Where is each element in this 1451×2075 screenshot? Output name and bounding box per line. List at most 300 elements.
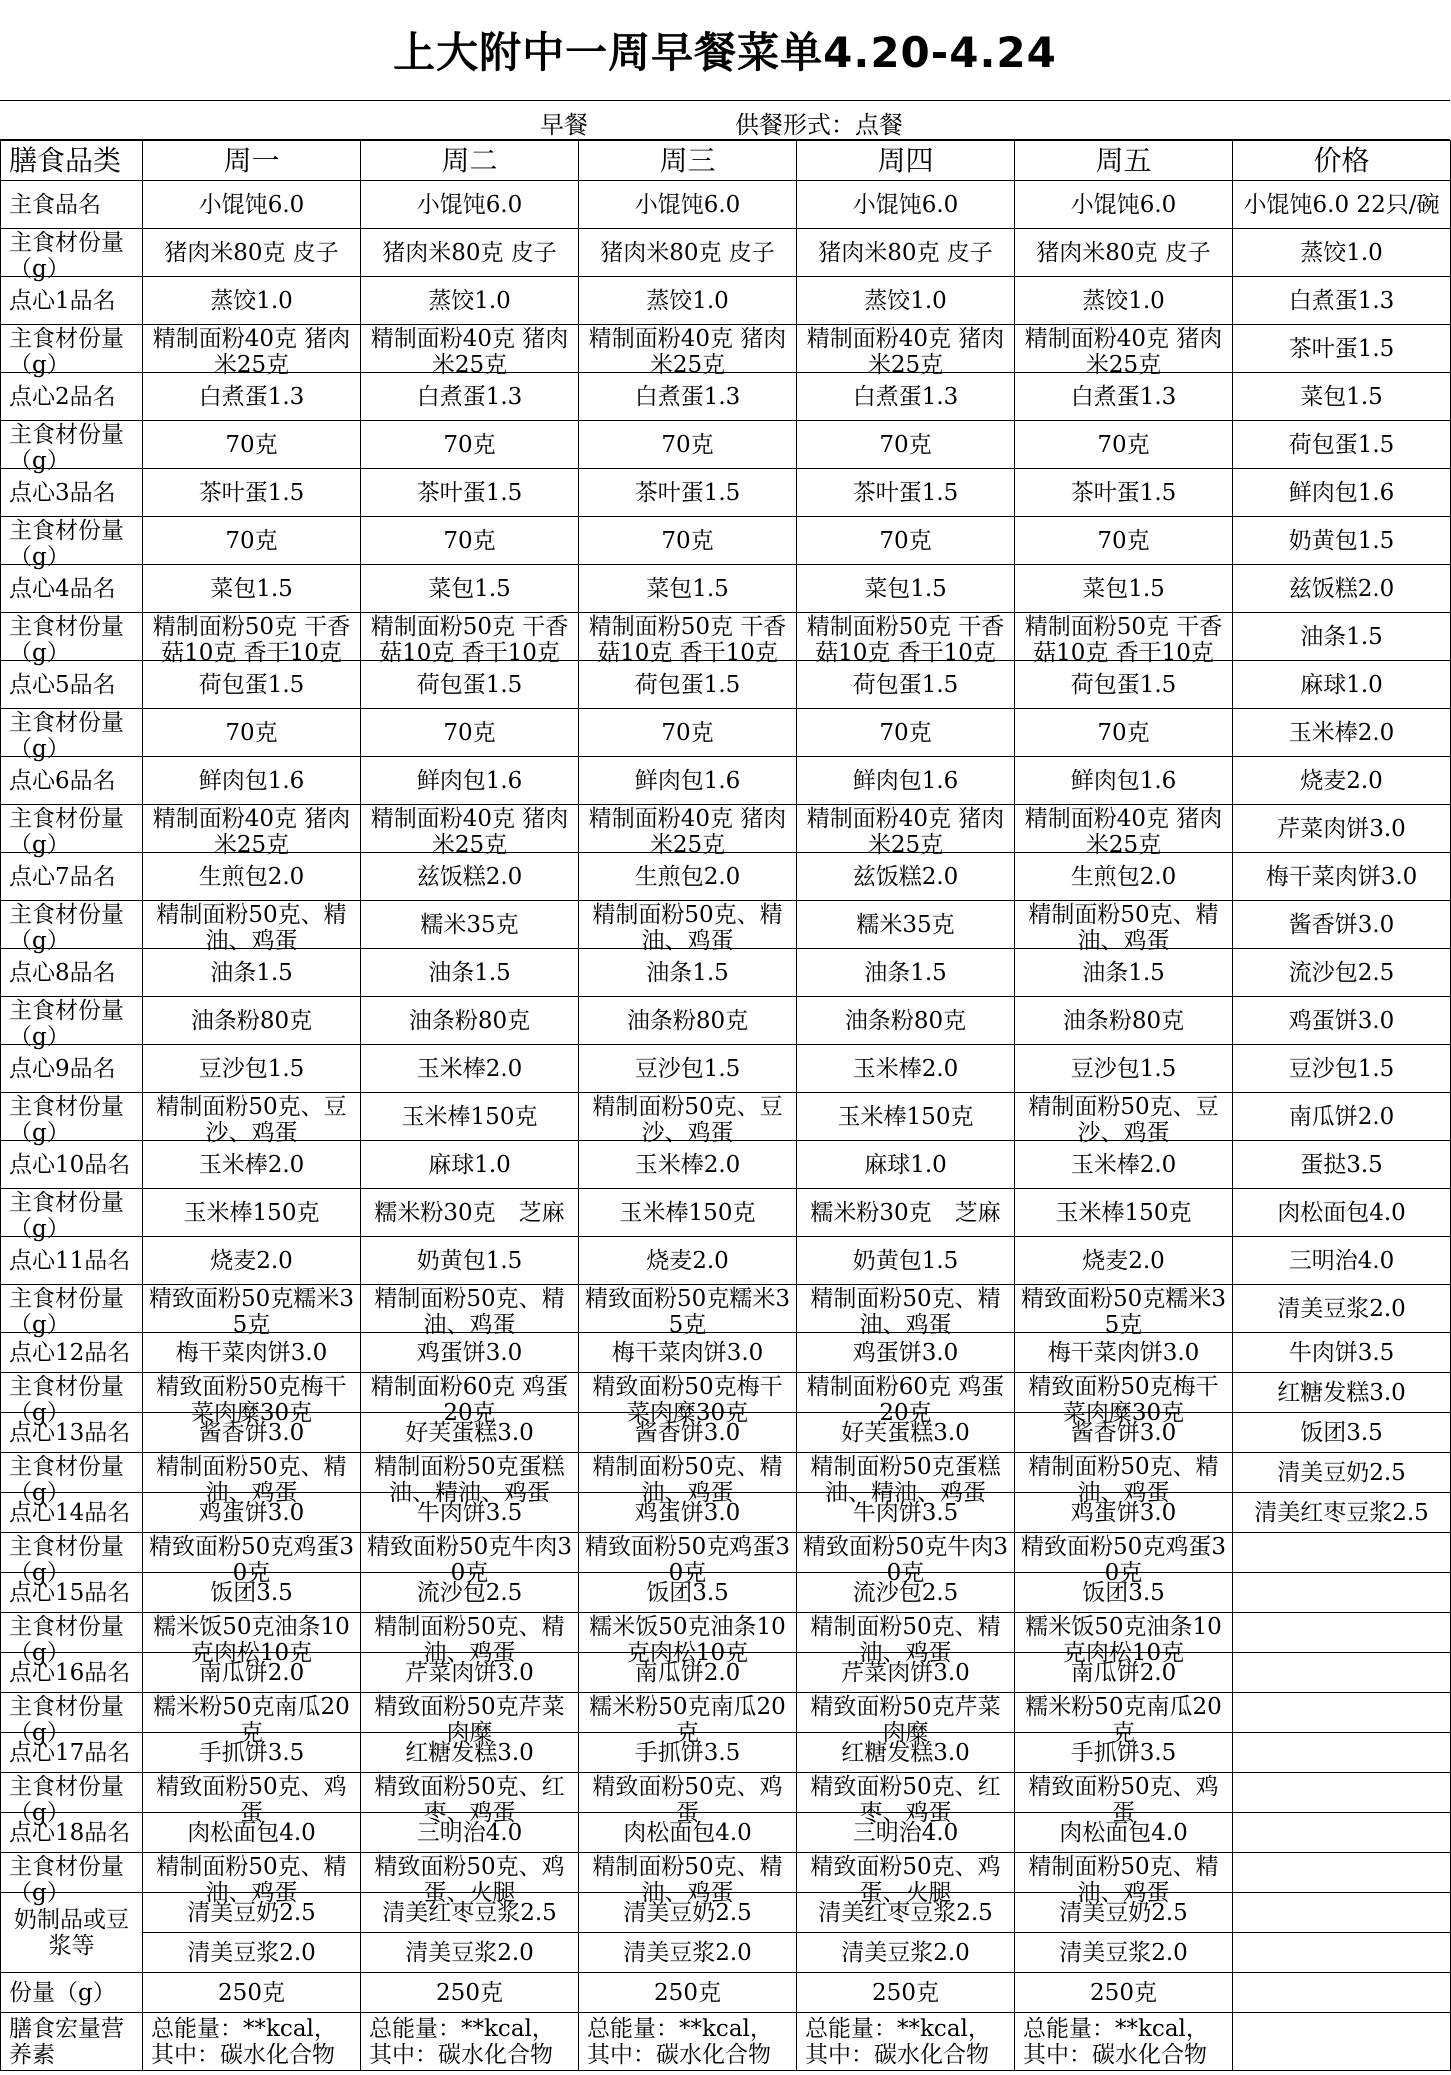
menu-cell — [1015, 1141, 1233, 1189]
menu-cell-text: 糯米35克 — [856, 911, 955, 938]
menu-cell — [579, 1613, 797, 1666]
menu-cell — [361, 229, 579, 277]
row-label — [1, 997, 143, 1050]
price-cell — [1233, 709, 1451, 757]
menu-cell — [1015, 661, 1233, 709]
menu-cell — [361, 757, 579, 805]
nutrition-cell-text: 总能量：**kcal，其中：碳水化合物 — [587, 2015, 773, 2068]
menu-cell-text: 精致面粉50克牛肉30克 — [803, 1533, 1008, 1586]
price-cell — [1233, 997, 1451, 1045]
menu-cell-text: 精致面粉50克糯米35克 — [1021, 1285, 1226, 1338]
menu-row — [1, 229, 1451, 277]
price-cell-text: 清美豆奶2.5 — [1277, 1459, 1406, 1486]
price-cell-text: 小馄饨6.0 22只/碗 — [1243, 191, 1440, 218]
row-label-text: 主食材份量（g） — [9, 229, 124, 282]
menu-cell-text: 精制面粉50克 干香菇10克 香干10克 — [370, 613, 569, 666]
menu-row — [1, 1693, 1451, 1733]
menu-cell — [579, 517, 797, 565]
row-label-text: 点心11品名 — [9, 1247, 131, 1274]
price-cell-text: 酱香饼3.0 — [1288, 911, 1395, 938]
menu-cell — [579, 277, 797, 325]
row-label-text: 主食材份量（g） — [9, 1693, 124, 1746]
price-cell — [1233, 373, 1451, 421]
menu-cell-text: 精致面粉50克、红枣、鸡蛋 — [810, 1773, 1001, 1826]
menu-row — [1, 1733, 1451, 1773]
menu-cell — [579, 1693, 797, 1746]
menu-cell — [143, 709, 361, 757]
menu-cell — [143, 469, 361, 517]
row-label — [1, 661, 143, 709]
menu-cell-text: 精制面粉40克 猪肉米25克 — [152, 325, 351, 378]
menu-cell-text: 茶叶蛋1.5 — [416, 479, 523, 506]
menu-row — [1, 805, 1451, 853]
price-cell-text: 清美豆浆2.0 — [1277, 1295, 1406, 1322]
price-cell — [1233, 517, 1451, 565]
menu-cell — [797, 613, 1015, 666]
row-label — [1, 565, 143, 613]
menu-cell — [143, 1045, 361, 1093]
nutrition-cell — [143, 2013, 361, 2071]
menu-cell — [1015, 1613, 1233, 1666]
menu-cell — [143, 1285, 361, 1338]
menu-cell — [143, 661, 361, 709]
menu-cell-text: 精制面粉50克、精油、鸡蛋 — [592, 1453, 783, 1506]
menu-cell-text: 糯米粉50克南瓜20克 — [153, 1693, 350, 1746]
row-label-text: 主食材份量（g） — [9, 1773, 124, 1826]
menu-cell — [1015, 1045, 1233, 1093]
dairy-cell-text: 清美豆奶2.5 — [1059, 1899, 1188, 1926]
menu-cell — [797, 757, 1015, 805]
menu-row — [1, 709, 1451, 757]
row-label — [1, 277, 143, 325]
row-label — [1, 613, 143, 666]
menu-cell-text: 红糖发糕3.0 — [405, 1739, 534, 1766]
menu-cell — [579, 1773, 797, 1826]
price-cell — [1233, 1453, 1451, 1493]
row-label-text: 点心9品名 — [9, 1055, 116, 1082]
menu-cell — [1015, 709, 1233, 757]
menu-cell — [361, 1453, 579, 1506]
menu-cell — [1015, 1189, 1233, 1237]
menu-cell-text: 精制面粉40克 猪肉米25克 — [370, 805, 569, 858]
menu-row — [1, 1141, 1451, 1189]
price-cell-text: 麻球1.0 — [1300, 671, 1383, 698]
menu-cell-text: 精致面粉50克芹菜肉糜 — [810, 1693, 1001, 1746]
menu-cell — [579, 1453, 797, 1506]
menu-cell-text: 精制面粉50克、精油、鸡蛋 — [374, 1285, 565, 1338]
menu-cell-text: 70克 — [443, 527, 496, 554]
menu-cell — [143, 325, 361, 378]
row-label-text: 主食品名 — [9, 191, 101, 218]
menu-cell — [1015, 373, 1233, 421]
row-label-text: 主食材份量（g） — [9, 1533, 124, 1586]
menu-cell — [797, 1533, 1015, 1586]
price-cell-text: 南瓜饼2.0 — [1288, 1103, 1395, 1130]
menu-cell — [143, 421, 361, 469]
menu-cell-text: 猪肉米80克 皮子 — [1036, 239, 1211, 266]
menu-cell-text: 糯米粉50克南瓜20克 — [1025, 1693, 1222, 1746]
row-label — [1, 853, 143, 901]
menu-cell-text: 玉米棒150克 — [401, 1103, 538, 1130]
row-label-text: 主食材份量（g） — [9, 1853, 124, 1906]
menu-cell — [579, 1853, 797, 1906]
menu-title: 上大附中一周早餐菜单4.20-4.24 — [393, 28, 1057, 77]
menu-cell — [797, 1853, 1015, 1906]
row-label-text: 主食材份量（g） — [9, 1373, 124, 1426]
menu-cell-text: 生煎包2.0 — [1070, 863, 1177, 890]
menu-cell — [143, 373, 361, 421]
header-cell-text: 周五 — [1095, 143, 1152, 177]
price-cell-text: 流沙包2.5 — [1288, 959, 1395, 986]
menu-cell-text: 玉米棒150克 — [837, 1103, 974, 1130]
header-cell-text: 周四 — [877, 143, 934, 177]
row-label-text: 点心17品名 — [9, 1739, 131, 1766]
menu-cell-text: 茶叶蛋1.5 — [634, 479, 741, 506]
portion-cell-text: 250克 — [218, 1979, 285, 2006]
row-label-text: 点心10品名 — [9, 1151, 131, 1178]
menu-row — [1, 325, 1451, 373]
menu-cell-text: 70克 — [879, 719, 932, 746]
menu-cell — [361, 1237, 579, 1285]
menu-row — [1, 1453, 1451, 1493]
menu-cell — [361, 661, 579, 709]
menu-cell — [1015, 853, 1233, 901]
menu-cell-text: 肉松面包4.0 — [187, 1819, 316, 1846]
menu-cell — [1015, 1285, 1233, 1338]
row-label-text: 主食材份量（g） — [9, 613, 124, 666]
menu-cell — [579, 373, 797, 421]
dairy-cell-text: 清美豆浆2.0 — [187, 1939, 316, 1966]
menu-cell — [797, 1045, 1015, 1093]
nutrition-cell-text: 总能量：**kcal，其中：碳水化合物 — [1023, 2015, 1209, 2068]
menu-cell — [143, 1141, 361, 1189]
row-label-text: 主食材份量（g） — [9, 421, 124, 474]
price-cell-text: 鸡蛋饼3.0 — [1288, 1007, 1395, 1034]
menu-cell — [361, 853, 579, 901]
row-label — [1, 469, 143, 517]
portion-row — [1, 1973, 1451, 2013]
menu-cell-text: 饭团3.5 — [1082, 1579, 1165, 1606]
menu-cell-text: 精制面粉40克 猪肉米25克 — [588, 325, 787, 378]
menu-cell-text: 精致面粉50克、鸡蛋 — [592, 1773, 783, 1826]
menu-cell-text: 70克 — [661, 527, 714, 554]
row-label — [1, 421, 143, 474]
menu-row — [1, 517, 1451, 565]
menu-cell-text: 豆沙包1.5 — [634, 1055, 741, 1082]
header-cell — [1233, 141, 1451, 181]
row-label — [1, 709, 143, 762]
menu-cell — [579, 997, 797, 1045]
menu-row — [1, 1189, 1451, 1237]
menu-cell-text: 精制面粉50克、精油、鸡蛋 — [156, 901, 347, 954]
dairy-cell-text: 清美豆奶2.5 — [187, 1899, 316, 1926]
menu-cell — [579, 661, 797, 709]
menu-row — [1, 1045, 1451, 1093]
menu-cell — [361, 1045, 579, 1093]
menu-cell — [143, 517, 361, 565]
menu-cell — [361, 805, 579, 858]
menu-row — [1, 1773, 1451, 1813]
menu-row — [1, 901, 1451, 949]
menu-cell — [579, 565, 797, 613]
nutrition-cell — [797, 2013, 1015, 2071]
row-label-text: 主食材份量（g） — [9, 1093, 124, 1146]
menu-cell — [361, 1373, 579, 1426]
menu-cell-text: 烧麦2.0 — [1082, 1247, 1165, 1274]
row-label — [1, 1613, 143, 1666]
menu-cell-text: 小馄饨6.0 — [1070, 191, 1177, 218]
price-cell — [1233, 229, 1451, 277]
menu-cell-text: 精制面粉40克 猪肉米25克 — [370, 325, 569, 378]
price-cell — [1233, 1333, 1451, 1373]
menu-cell-text: 玉米棒2.0 — [416, 1055, 523, 1082]
menu-cell-text: 糯米粉50克南瓜20克 — [589, 1693, 786, 1746]
menu-cell — [361, 1533, 579, 1586]
menu-cell — [361, 1853, 579, 1906]
menu-cell-text: 玉米棒2.0 — [1070, 1151, 1177, 1178]
menu-cell-text: 精制面粉50克、精油、鸡蛋 — [156, 1853, 347, 1906]
menu-cell — [143, 1093, 361, 1146]
portion-label — [1, 1973, 143, 2013]
dairy-cell — [143, 1933, 361, 1973]
menu-cell — [143, 1453, 361, 1506]
menu-cell — [361, 1189, 579, 1237]
row-label — [1, 1773, 143, 1826]
menu-cell — [797, 469, 1015, 517]
menu-cell-text: 白煮蛋1.3 — [1070, 383, 1177, 410]
price-cell-text: 芹菜肉饼3.0 — [1277, 815, 1406, 842]
nutrition-cell — [361, 2013, 579, 2071]
menu-cell — [579, 1533, 797, 1586]
menu-cell-text: 好芙蛋糕3.0 — [405, 1419, 534, 1446]
menu-cell — [361, 709, 579, 757]
price-cell — [1233, 853, 1451, 901]
dairy-cell-text: 清美红枣豆浆2.5 — [382, 1899, 557, 1926]
menu-cell-text: 菜包1.5 — [1082, 575, 1165, 602]
menu-row — [1, 757, 1451, 805]
menu-cell-text: 小馄饨6.0 — [416, 191, 523, 218]
menu-cell — [1015, 949, 1233, 997]
menu-cell-text: 精制面粉50克、豆沙、鸡蛋 — [156, 1093, 347, 1146]
row-label-text: 主食材份量（g） — [9, 1285, 124, 1338]
menu-cell-text: 南瓜饼2.0 — [634, 1659, 741, 1686]
menu-cell — [361, 997, 579, 1045]
menu-cell-text: 70克 — [1097, 527, 1150, 554]
menu-row — [1, 853, 1451, 901]
nutrition-row — [1, 2013, 1451, 2071]
menu-cell — [797, 949, 1015, 997]
header-cell — [1015, 141, 1233, 181]
menu-row — [1, 661, 1451, 709]
menu-cell-text: 兹饭糕2.0 — [852, 863, 959, 890]
menu-cell-text: 精致面粉50克芹菜肉糜 — [374, 1693, 565, 1746]
menu-cell-text: 白煮蛋1.3 — [198, 383, 305, 410]
nutrition-cell-text: 总能量：**kcal，其中：碳水化合物 — [805, 2015, 991, 2068]
header-cell — [1, 141, 143, 181]
menu-cell — [797, 1189, 1015, 1237]
meal-label: 早餐 — [540, 111, 588, 139]
menu-cell — [1015, 805, 1233, 858]
menu-cell-text: 精致面粉50克鸡蛋30克 — [585, 1533, 790, 1586]
header-cell — [143, 141, 361, 181]
price-cell — [1233, 1045, 1451, 1093]
menu-cell — [143, 613, 361, 666]
menu-cell — [143, 1773, 361, 1826]
menu-cell — [797, 325, 1015, 378]
menu-cell — [1015, 229, 1233, 277]
menu-row — [1, 1093, 1451, 1141]
menu-cell — [143, 1613, 361, 1666]
menu-cell-text: 兹饭糕2.0 — [416, 863, 523, 890]
menu-row — [1, 469, 1451, 517]
nutrition-cell-text: 总能量：**kcal，其中：碳水化合物 — [369, 2015, 555, 2068]
nutrition-label — [1, 2013, 143, 2071]
menu-cell-text: 鸡蛋饼3.0 — [634, 1499, 741, 1526]
menu-cell — [361, 181, 579, 229]
menu-cell — [1015, 1237, 1233, 1285]
price-cell — [1233, 1413, 1451, 1453]
menu-cell — [797, 373, 1015, 421]
price-cell-text: 蛋挞3.5 — [1300, 1151, 1383, 1178]
menu-cell — [579, 229, 797, 277]
dairy-cell — [1015, 1933, 1233, 1973]
menu-cell — [579, 949, 797, 997]
menu-cell-text: 精致面粉50克鸡蛋30克 — [1021, 1533, 1226, 1586]
menu-cell — [579, 1373, 797, 1426]
row-label-text: 点心3品名 — [9, 479, 116, 506]
row-label — [1, 1189, 143, 1242]
row-label-text: 点心2品名 — [9, 383, 116, 410]
header-cell-text: 周一 — [223, 143, 280, 177]
menu-cell-text: 茶叶蛋1.5 — [852, 479, 959, 506]
menu-cell — [797, 901, 1015, 949]
row-label — [1, 1285, 143, 1338]
menu-cell-text: 生煎包2.0 — [634, 863, 741, 890]
menu-cell-text: 流沙包2.5 — [852, 1579, 959, 1606]
dairy-cell-text: 清美红枣豆浆2.5 — [818, 1899, 993, 1926]
menu-cell — [1015, 1373, 1233, 1426]
price-cell — [1233, 1973, 1451, 2013]
menu-cell — [797, 1141, 1015, 1189]
menu-cell-text: 精制面粉50克 干香菇10克 香干10克 — [1024, 613, 1223, 666]
menu-cell — [361, 373, 579, 421]
portion-cell-text: 250克 — [872, 1979, 939, 2006]
menu-cell-text: 精制面粉60克 鸡蛋20克 — [806, 1373, 1005, 1426]
menu-cell — [797, 181, 1015, 229]
menu-cell-text: 精制面粉50克、精油、鸡蛋 — [810, 1285, 1001, 1338]
price-cell — [1233, 1533, 1451, 1573]
price-cell — [1233, 1573, 1451, 1613]
price-cell — [1233, 1893, 1451, 1933]
menu-cell — [143, 1533, 361, 1586]
menu-row — [1, 181, 1451, 229]
menu-cell — [1015, 1853, 1233, 1906]
menu-cell-text: 麻球1.0 — [864, 1151, 947, 1178]
row-label — [1, 757, 143, 805]
menu-cell — [361, 1285, 579, 1338]
price-cell-text: 白煮蛋1.3 — [1288, 287, 1395, 314]
price-cell — [1233, 949, 1451, 997]
menu-cell — [361, 1093, 579, 1141]
menu-cell-text: 油条粉80克 — [626, 1007, 749, 1034]
price-cell-text: 梅干菜肉饼3.0 — [1265, 863, 1418, 890]
menu-cell-text: 梅干菜肉饼3.0 — [175, 1339, 328, 1366]
row-label — [1, 1333, 143, 1373]
menu-cell — [1015, 277, 1233, 325]
menu-cell — [361, 1333, 579, 1373]
menu-cell — [361, 949, 579, 997]
menu-cell-text: 精制面粉40克 猪肉米25克 — [588, 805, 787, 858]
menu-cell-text: 70克 — [1097, 719, 1150, 746]
menu-cell-text: 70克 — [225, 527, 278, 554]
portion-label-text: 份量（g） — [9, 1979, 116, 2006]
menu-cell — [797, 1453, 1015, 1506]
menu-cell-text: 精制面粉50克、豆沙、鸡蛋 — [592, 1093, 783, 1146]
row-label — [1, 1237, 143, 1285]
price-cell — [1233, 277, 1451, 325]
row-label-text: 点心6品名 — [9, 767, 116, 794]
price-cell — [1233, 1189, 1451, 1237]
menu-cell-text: 荷包蛋1.5 — [1070, 671, 1177, 698]
menu-cell-text: 精制面粉50克、精油、鸡蛋 — [1028, 1453, 1219, 1506]
menu-cell — [797, 997, 1015, 1045]
menu-cell — [579, 1045, 797, 1093]
menu-cell — [579, 1285, 797, 1338]
menu-cell — [579, 901, 797, 954]
menu-cell-text: 精制面粉50克、精油、鸡蛋 — [156, 1453, 347, 1506]
menu-cell-text: 精制面粉40克 猪肉米25克 — [806, 325, 1005, 378]
menu-cell-text: 猪肉米80克 皮子 — [818, 239, 993, 266]
menu-cell — [797, 1093, 1015, 1141]
menu-cell-text: 豆沙包1.5 — [198, 1055, 305, 1082]
menu-cell — [143, 757, 361, 805]
menu-cell — [1015, 1453, 1233, 1506]
menu-cell-text: 精制面粉50克、豆沙、鸡蛋 — [1028, 1093, 1219, 1146]
menu-cell-text: 鲜肉包1.6 — [634, 767, 741, 794]
menu-cell-text: 油条1.5 — [646, 959, 729, 986]
menu-cell — [579, 1141, 797, 1189]
menu-cell-text: 玉米棒2.0 — [852, 1055, 959, 1082]
menu-cell-text: 精制面粉50克、精油、鸡蛋 — [810, 1613, 1001, 1666]
menu-cell — [361, 1141, 579, 1189]
menu-cell-text: 精制面粉50克 干香菇10克 香干10克 — [806, 613, 1005, 666]
menu-cell-text: 蒸饺1.0 — [646, 287, 729, 314]
menu-cell — [797, 229, 1015, 277]
menu-cell-text: 油条粉80克 — [408, 1007, 531, 1034]
menu-cell-text: 手抓饼3.5 — [198, 1739, 305, 1766]
row-label — [1, 325, 143, 378]
menu-cell-text: 酱香饼3.0 — [1070, 1419, 1177, 1446]
menu-cell-text: 白煮蛋1.3 — [634, 383, 741, 410]
menu-cell — [143, 181, 361, 229]
header-cell-text: 周二 — [441, 143, 498, 177]
menu-cell-text: 鸡蛋饼3.0 — [416, 1339, 523, 1366]
menu-cell-text: 精制面粉40克 猪肉米25克 — [1024, 325, 1223, 378]
menu-cell-text: 奶黄包1.5 — [416, 1247, 523, 1274]
menu-cell-text: 菜包1.5 — [210, 575, 293, 602]
portion-cell — [797, 1973, 1015, 2013]
row-label-text: 主食材份量（g） — [9, 1453, 124, 1506]
nutrition-cell-text: 总能量：**kcal，其中：碳水化合物 — [151, 2015, 337, 2068]
menu-cell — [797, 277, 1015, 325]
row-label — [1, 901, 143, 954]
menu-cell-text: 油条1.5 — [1082, 959, 1165, 986]
menu-cell-text: 精致面粉50克、鸡蛋 — [156, 1773, 347, 1826]
portion-cell — [579, 1973, 797, 2013]
nutrition-label-text: 膳食宏量营养素 — [9, 2015, 124, 2068]
menu-cell-text: 玉米棒2.0 — [634, 1151, 741, 1178]
menu-cell-text: 菜包1.5 — [646, 575, 729, 602]
